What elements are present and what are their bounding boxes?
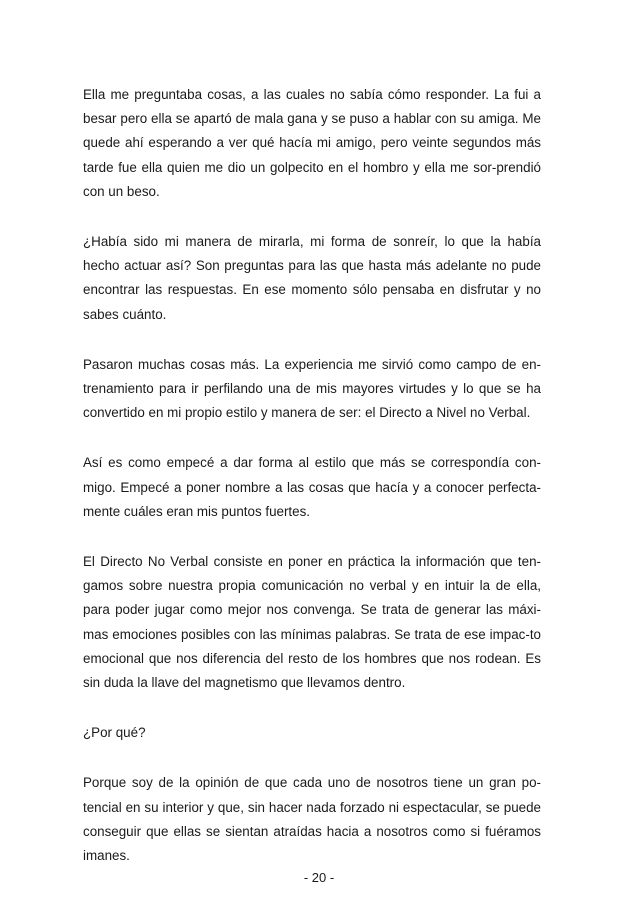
paragraph-question: ¿Por qué? xyxy=(83,725,146,741)
paragraph: ¿Había sido mi manera de mirarla, mi forma de sonreír, lo que la había hecho actuar así? Son preguntas para las que hasta más adelante no pude encontrar las respuestas. En ese momento sólo pensaba en disfrutar y no sabes cuánto. xyxy=(83,234,541,322)
paragraph: Porque soy de la opinión de que cada uno de nosotros tiene un gran po-tencial en su interior y que, sin hacer nada forzado ni espectacular, se puede conseguir que ellas se sientan atraídas hacia a nosotros como si fuéramos imanes. xyxy=(83,775,541,864)
page-number: - 20 - xyxy=(303,870,335,885)
paragraph: Ella me preguntaba cosas, a las cuales no sabía cómo responder. La fui a besar pero ella se apartó de mala gana y se puso a hablar con su amiga. Me quede ahí esperando a ver qué hacía mi amigo, pero veinte segundos más tarde fue ella quien me dio un golpecito en el hombro y ella me sor-prendió con un beso. xyxy=(83,87,541,199)
paragraph: El Directo No Verbal consiste en poner en práctica la información que ten-gamos sobre nuestra propia comunicación no verbal y en intuir la de ella, para poder jugar como mejor nos convenga. Se trata de generar las máxi-mas emociones posibles con las mínimas palabras. Se trata de ese impac-to emocional que nos diferencia del resto de los hombres que nos rodean. Es sin duda la llave del magnetismo que llevamos dentro. xyxy=(83,554,541,691)
paragraph: Así es como empecé a dar forma al estilo que más se correspondía con-migo. Empecé a poner nombre a las cosas que hacía y a conocer perfecta-mente cuáles eran mis puntos fuertes. xyxy=(83,455,541,519)
body-text xyxy=(83,83,541,868)
paragraph: Pasaron muchas cosas más. La experiencia me sirvió como campo de en-trenamiento para ir perfilando una de mis mayores virtudes y lo que se ha convertido en mi propio estilo y manera de ser: el Directo a Nivel no Verbal. xyxy=(83,356,541,421)
